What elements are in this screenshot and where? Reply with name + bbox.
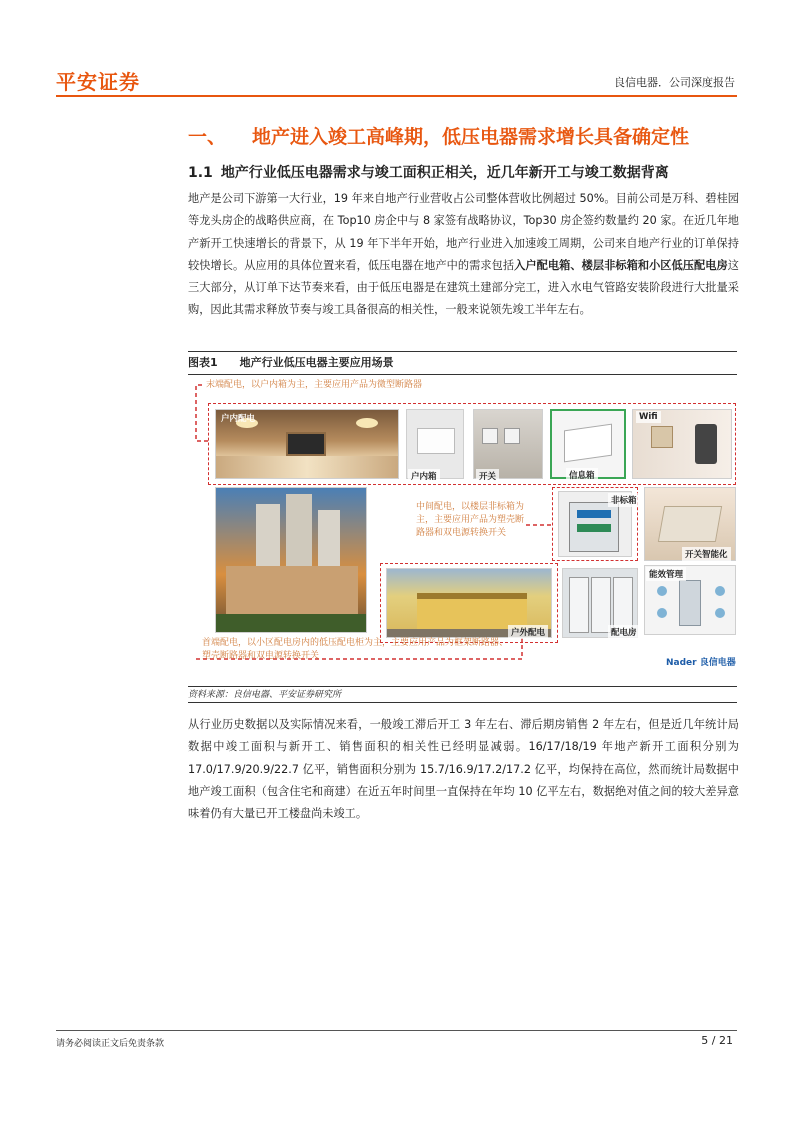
caption-switch: 开关 [476,469,499,483]
body-paragraph-2: 从行业历史数据以及实际情况来看，一般竣工滞后开工 3 年左右、滞后期房销售 2 年左右，但是近几年统计局数据中竣工面积与新开工、销售面积的相关性已经明显减弱。16/17/18/19 年地产新开工面积分别为 17.0/17.9/20.9/22.7 亿平，销售面积分别为 15.7/16.9/17.2/17.2 亿平，均保持在高位，然而统计局数据中地产竣工面积（包含住宅和商建）在近五年时间里一直保持在年均 10 亿平左右，数据绝对值之间的较大差异意味着仍有大量已开工楼盘尚未竣工。 [188,718,739,821]
figure-source: 资料来源：良信电器、平安证券研究所 [188,686,737,703]
caption-power-room: 配电房 [608,625,640,639]
header-divider [56,95,737,97]
document-title: 良信电器．公司深度报告 [614,76,735,89]
caption-outdoor: 户外配电 [508,625,548,639]
note-intermediate-distribution: 中间配电，以楼层非标箱为主，主要应用产品为塑壳断路器和双电源转换开关 [416,502,525,538]
subsection-heading [188,162,669,182]
brand-mark: Nader 良信电器 [666,658,736,668]
footer-divider [56,1030,737,1031]
note-primary-distribution: 首端配电，以小区配电房内的低压配电柜为主，主要应用产品为框架断路器、塑壳断路器和双电源转换开关 [202,638,509,661]
caption-info-box: 信息箱 [566,468,598,482]
section-number: 一、 [188,126,227,148]
caption-energy: 能效管理 [646,567,686,581]
subsection-number: 1.1 [188,165,213,181]
building-complex-photo [215,487,367,633]
caption-wifi: Wifi [636,411,661,423]
caption-indoor: 户内配电 [221,414,256,424]
section-heading [188,122,689,149]
subsection-title: 地产行业低压电器需求与竣工面积正相关，近几年新开工与竣工数据背离 [220,165,669,181]
note-terminal-distribution: 末端配电，以户内箱为主，主要应用产品为微型断路器 [206,380,423,390]
paragraph-1-bold: 入户配电箱、楼层非标箱和小区低压配电房 [514,258,728,272]
figure-label: 图表1 [188,356,218,369]
figure-caption [188,351,737,375]
paragraph-1-text-b: 这三大部分，从订单下达节奏来看，由于低压电器是在建筑土建部分完工，进入水电气管路安装阶段进行大批量采购，因此其需求释放节奏与竣工具备很高的相关性，一般来说领先竣工半年左右。 [188,258,739,317]
section-title: 地产进入竣工高峰期，低压电器需求增长具备确定性 [252,126,690,148]
footer-disclaimer: 请务必阅读正文后免责条款 [56,1039,165,1049]
figure-diagram [188,375,737,685]
caption-nonstd: 非标箱 [608,493,640,507]
caption-box: 户内箱 [408,469,440,483]
caption-smart-switch: 开关智能化 [682,547,731,561]
paragraph-1-text-a: 地产是公司下游第一大行业，19 年来自地产行业营收占公司整体营收比例超过 50%。目前公司是万科、碧桂园等龙头房企的战略供应商，在 Top10 房企中与 8 家签有战略协议，Top30 房企签约数量约 20 家。在近几年地产新开工快速增长的背景下，从 19 年下半年开始，地产行业进入加速竣工周期，公司来自地产行业的订单保持较快增长。从应用的具体位置来看，低压电器在地产中的需求包括 [188,192,739,272]
brand-logo: 平安证券 [56,70,140,94]
body-paragraph-1 [188,188,739,322]
page-number: 5 / 21 [701,1034,733,1047]
figure-title: 地产行业低压电器主要应用场景 [239,356,394,369]
